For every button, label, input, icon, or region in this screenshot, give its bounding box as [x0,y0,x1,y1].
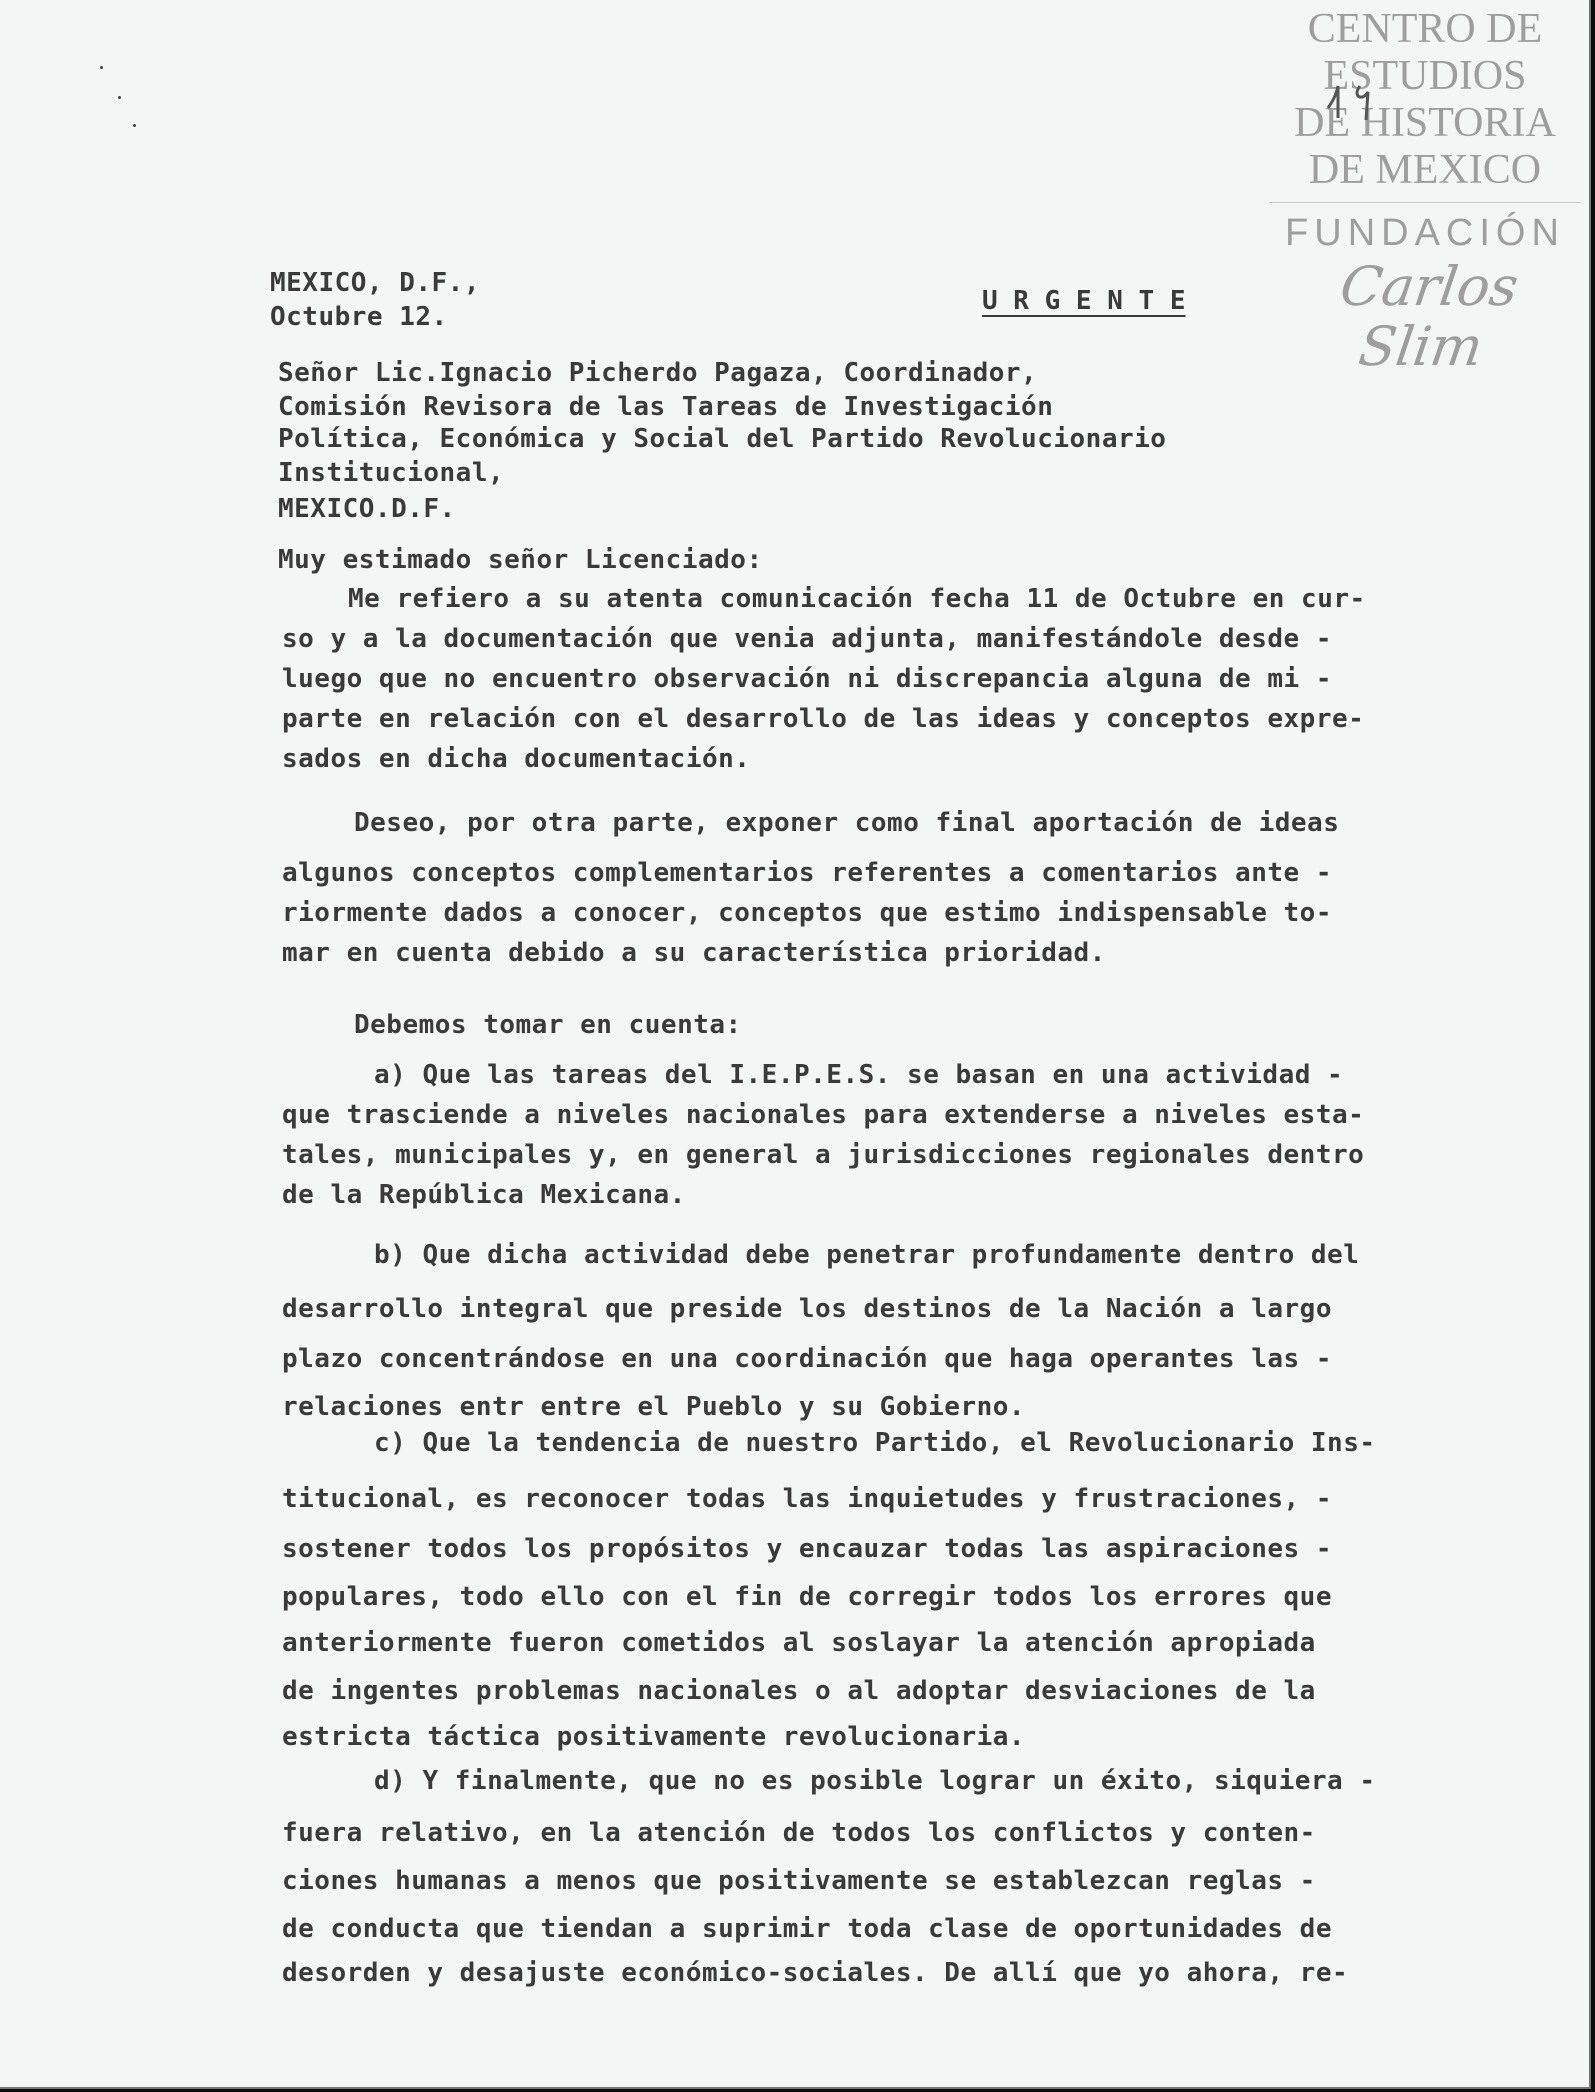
body-line: b) Que dicha actividad debe penetrar profundamente dentro del [374,1240,1360,1270]
body-line: algunos conceptos complementarios referentes a comentarios ante - [282,858,1332,888]
body-line: anteriormente fueron cometidos al soslayar la atención apropiada [282,1628,1316,1658]
urgent-stamp: U R G E N T E [982,286,1186,316]
body-line: titucional, es reconocer todas las inquietudes y frustraciones, - [282,1484,1332,1514]
body-line: sostener todos los propósitos y encauzar todas las aspiraciones - [282,1534,1332,1564]
header-place: MEXICO, D.F., [270,268,480,298]
watermark-line: ESTUDIOS [1323,53,1527,99]
body-line: populares, todo ello con el fin de corregir todos los errores que [282,1582,1332,1612]
body-line: relaciones entr entre el Pueblo y su Gobierno. [282,1392,1026,1422]
addressee-line: Señor Lic.Ignacio Picherdo Pagaza, Coordinador, [278,358,1038,388]
body-line: riormente dados a conocer, conceptos que estimo indispensable to- [282,898,1332,928]
body-line: desorden y desajuste económico-sociales. De allí que yo ahora, re- [282,1958,1349,1988]
body-line: parte en relación con el desarrollo de las ideas y conceptos expre- [282,704,1365,734]
body-line: tales, municipales y, en general a jurisdicciones regionales dentro [282,1140,1365,1170]
body-line: plazo concentrándose en una coordinación que haga operantes las - [282,1344,1332,1374]
body-line: fuera relativo, en la atención de todos los conflictos y conten- [282,1818,1316,1848]
body-line: de conducta que tiendan a suprimir toda clase de oportunidades de [282,1914,1332,1944]
body-line: c) Que la tendencia de nuestro Partido, el Revolucionario Ins- [374,1428,1376,1458]
body-line: Deseo, por otra parte, exponer como final aportación de ideas [354,808,1340,838]
body-line: d) Y finalmente, que no es posible lograr un éxito, siquiera - [374,1766,1376,1796]
body-line: que trasciende a niveles nacionales para extenderse a niveles esta- [282,1100,1365,1130]
body-line: desarrollo integral que preside los destinos de la Nación a largo [282,1294,1332,1324]
addressee-line: MEXICO.D.F. [278,494,456,524]
body-line: luego que no encuentro observación ni discrepancia alguna de mi - [282,664,1332,694]
watermark-foundation: FUNDACIÓN [1285,212,1565,254]
body-line: de ingentes problemas nacionales o al adoptar desviaciones de la [282,1676,1316,1706]
body-line: Me refiero a su atenta comunicación fecha 11 de Octubre en cur- [348,584,1366,614]
body-line: a) Que las tareas del I.E.P.E.S. se basan en una actividad - [374,1060,1344,1090]
body-line: de la República Mexicana. [282,1180,686,1210]
header-date: Octubre 12. [270,302,448,332]
watermark-signature: Carlos Slim [1336,255,1523,378]
watermark-rule [1269,202,1581,203]
body-line: Debemos tomar en cuenta: [354,1010,742,1040]
body-line: sados en dicha documentación. [282,744,751,774]
body-line: mar en cuenta debido a su característica prioridad. [282,938,1106,968]
body-line: estricta táctica positivamente revolucionaria. [282,1722,1026,1752]
watermark-line: DE MEXICO [1308,147,1542,193]
body-line: ciones humanas a menos que positivamente se establezcan reglas - [282,1866,1316,1896]
salutation: Muy estimado señor Licenciado: [278,545,763,575]
watermark-line: DE HISTORIA [1294,100,1556,146]
addressee-line: Comisión Revisora de las Tareas de Investigación [278,392,1054,422]
body-line: so y a la documentación que venia adjunta, manifestándole desde - [282,624,1332,654]
addressee-line: Institucional, [278,458,505,488]
watermark-line: CENTRO DE [1307,6,1543,52]
addressee-line: Política, Económica y Social del Partido Revolucionario [278,424,1167,454]
handwritten-page-number [1322,78,1382,124]
archive-watermark [1269,6,1581,377]
